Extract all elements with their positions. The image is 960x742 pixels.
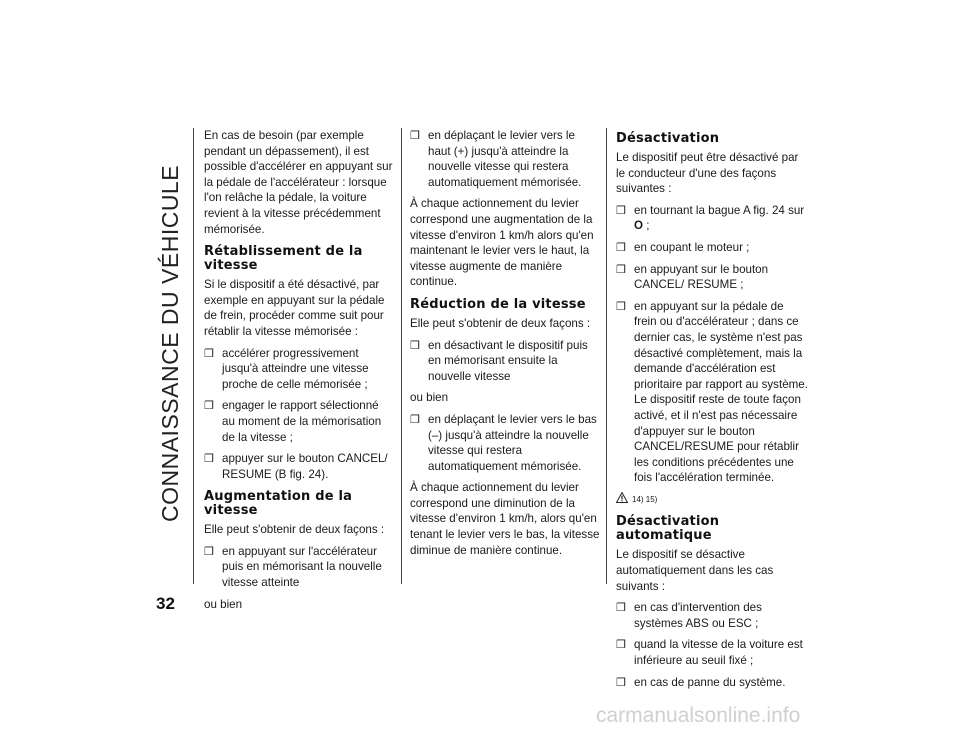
list-item: ❒ en tournant la bague A fig. 24 sur O ;	[616, 203, 805, 233]
checkbox-bullet-icon: ❒	[616, 639, 626, 652]
checkbox-bullet-icon: ❒	[204, 545, 214, 558]
heading-retablissement: Rétablissement de la vitesse	[204, 244, 363, 274]
retablissement-paragraph: Si le dispositif a été désactivé, par exemple en appuyant sur la pédale de frein, procéder comme suit pour rétablir la vitesse mémorisée :	[204, 278, 385, 338]
list-item: ❒ en désactivant le dispositif puis en mémorisant ensuite la nouvelle vitesse	[410, 338, 588, 383]
column-divider	[606, 128, 607, 584]
augmentation-lever-paragraph: À chaque actionnement du levier correspond une augmentation de la vitesse d'environ 1 km/h alors qu'en maintenant le levier vers le haut, la vitesse augmente de manière continue.	[410, 197, 594, 289]
desactivation-paragraph: Le dispositif peut être désactivé par le conducteur d'une des façons suivantes :	[616, 151, 799, 196]
checkbox-bullet-icon: ❒	[204, 453, 214, 466]
intro-paragraph: En cas de besoin (par exemple pendant un dépassement), il est possible d'accélérer en appuyant sur la pédale de l'accélérateur : lorsque l'on relâche la pédale, la voiture revient à la vitesse précédemment mémorisée.	[204, 129, 393, 236]
heading-reduction: Réduction de la vitesse	[410, 296, 586, 312]
warning-refs: 14) 15)	[632, 494, 658, 504]
checkbox-bullet-icon: ❒	[616, 241, 626, 254]
page-number: 32	[156, 594, 175, 613]
checkbox-bullet-icon: ❒	[410, 130, 420, 142]
checkbox-bullet-icon: ❒	[616, 204, 626, 217]
list-item: ❒ en coupant le moteur ;	[616, 240, 808, 256]
column-divider	[401, 128, 402, 584]
list-item: ❒ en appuyant sur l'accélérateur puis en mémorisant la nouvelle vitesse atteinte	[204, 544, 382, 590]
list-item: ❒ accélérer progressivement jusqu'à atteindre une vitesse proche de celle mémorisée ;	[204, 346, 369, 391]
or-text: ou bien	[204, 597, 243, 611]
list-item: ❒ appuyer sur le bouton CANCEL/ RESUME (B fig. 24).	[204, 452, 388, 481]
checkbox-bullet-icon: ❒	[616, 263, 626, 276]
heading-augmentation: Augmentation de la vitesse	[204, 489, 353, 519]
column-1	[204, 128, 394, 618]
watermark-text: carmanualsonline.info	[596, 704, 801, 727]
augmentation-paragraph: Elle peut s'obtenir de deux façons :	[204, 523, 385, 537]
ring-position-symbol: O	[634, 219, 644, 233]
warning-reference	[616, 492, 808, 508]
list-item: ❒ en déplaçant le levier vers le haut (+) jusqu'à atteindre la nouvelle vitesse qui restera automatiquement mémorisée.	[410, 129, 582, 189]
checkbox-bullet-icon: ❒	[616, 602, 626, 615]
or-text: ou bien	[410, 391, 449, 405]
checkbox-bullet-icon: ❒	[410, 339, 420, 352]
list-item: ❒ en déplaçant le levier vers le bas (–) jusqu'à atteindre la nouvelle vitesse qui restera automatiquement mémorisée.	[410, 412, 597, 473]
list-item: ❒ en appuyant sur la pédale de frein ou d'accélérateur ; dans ce dernier cas, le système n'est pas désactivé complètement, mais la demande d'accélération est prioritaire par rapport au système. Le dispositif reste de toute façon activé, et il n'est pas nécessaire d'appuyer sur le bouton CANCEL/RESUME pour rétablir les conditions précédentes une fois l'accélération terminée.	[616, 299, 808, 485]
checkbox-bullet-icon: ❒	[410, 413, 420, 426]
sidebar-divider	[193, 128, 194, 584]
list-item: ❒ en appuyant sur le bouton CANCEL/ RESUME ;	[616, 262, 769, 292]
list-item: ❒ engager le rapport sélectionné au moment de la mémorisation de la vitesse ;	[204, 399, 382, 444]
checkbox-bullet-icon: ❒	[616, 300, 626, 313]
heading-desactivation-auto: Désactivation automatique	[616, 514, 720, 544]
reduction-lever-paragraph: À chaque actionnement du levier correspond une diminution de la vitesse d'environ 1 km/h, alors qu'en tenant le levier vers le bas, la vitesse diminue de manière continue.	[410, 481, 600, 557]
checkbox-bullet-icon: ❒	[204, 400, 214, 413]
list-item: ❒ en cas d'intervention des systèmes ABS ou ESC ;	[616, 601, 762, 630]
reduction-paragraph: Elle peut s'obtenir de deux façons :	[410, 316, 591, 330]
warning-triangle-icon	[616, 492, 628, 503]
column-2	[410, 128, 600, 564]
heading-desactivation: Désactivation	[616, 131, 720, 146]
list-item: ❒ quand la vitesse de la voiture est inférieure au seuil fixé ;	[616, 638, 803, 668]
checkbox-bullet-icon: ❒	[616, 676, 626, 689]
checkbox-bullet-icon: ❒	[204, 347, 214, 360]
list-item: ❒ en cas de panne du système.	[616, 675, 808, 691]
section-title-vertical: CONNAISSANCE DU VÉHICULE	[157, 164, 183, 522]
column-3	[616, 128, 808, 696]
auto-paragraph: Le dispositif se désactive automatiquement dans les cas suivants :	[616, 548, 774, 593]
